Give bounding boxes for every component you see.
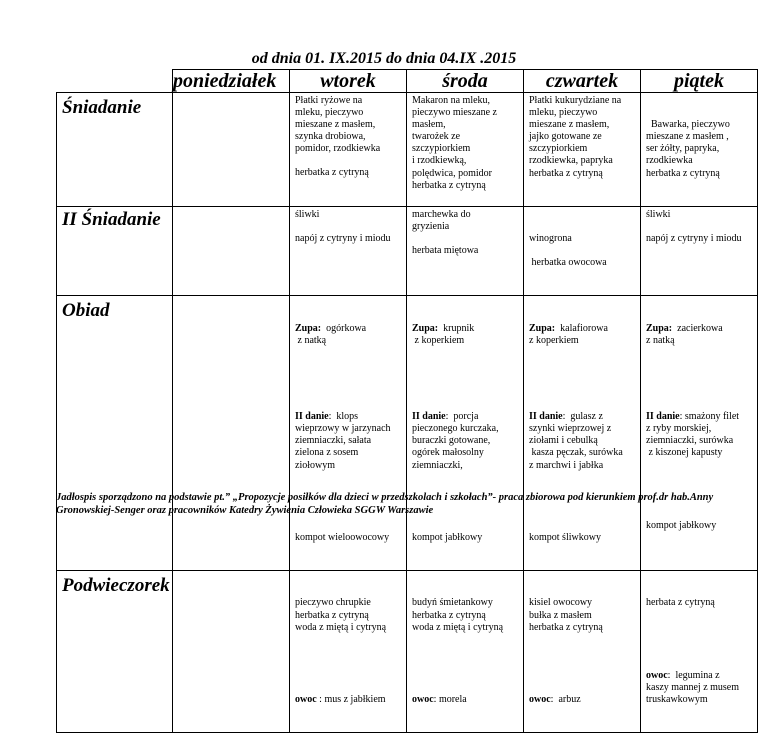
day-header-tuesday: wtorek [290,70,407,93]
second-breakfast-wednesday: marchewka do gryzienia herbata miętowa [407,206,524,296]
lunch-friday: Zupa: zacierkowa z natką II danie: smażony filet z ryby morskiej, ziemniaczki, surówka z kiszonej kapusty kompot jabłkowy [641,296,758,571]
day-header-friday: piątek [641,70,758,93]
meal-label-snack: Podwieczorek [57,571,173,733]
lunch-monday [173,296,290,571]
breakfast-monday [173,93,290,207]
meal-label-second-breakfast: II Śniadanie [57,206,173,296]
second-breakfast-row [57,206,758,296]
breakfast-thursday: Płatki kukurydziane na mleku, pieczywo mieszane z masłem, jajko gotowane ze szczypiorkiem rzodkiewka, papryka herbatka z cytryną [524,93,641,207]
meal-label-lunch: Obiad [57,296,173,571]
page-title: od dnia 01. IX.2015 do dnia 04.IX .2015 [251,50,517,67]
menu-table [56,69,758,733]
snack-tuesday: pieczywo chrupkie herbatka z cytryną woda z miętą i cytryną owoc : mus z jabłkiem [290,571,407,733]
day-header-wednesday: środa [407,70,524,93]
breakfast-wednesday: Makaron na mleku, pieczywo mieszane z masłem, twarożek ze szczypiorkiem i rzodkiewką, polędwica, pomidor herbatka z cytryną [407,93,524,207]
footer-note: Jadłospis sporządzono na podstawie pt.” „Propozycje posiłków dla dzieci w przedszkolach i szkołach”- praca zbiorowa pod kierunkiem prof.dr hab.Anny Gronowskiej-Senger oraz pracowników Katedry Żywienia Człowieka SGGW Warszawie [56,492,714,516]
snack-monday [173,571,290,733]
lunch-wednesday: Zupa: krupnik z koperkiem II danie: porcja pieczonego kurczaka, buraczki gotowane, ogórek małosolny ziemniaczki, kompot jabłkowy [407,296,524,571]
day-header-thursday: czwartek [524,70,641,93]
second-breakfast-monday [173,206,290,296]
snack-friday: herbata z cytryną owoc: legumina z kaszy mannej z musem truskawkowym [641,571,758,733]
breakfast-tuesday: Płatki ryżowe na mleku, pieczywo mieszane z masłem, szynka drobiowa, pomidor, rzodkiewka herbatka z cytryną [290,93,407,207]
corner-cell [57,70,173,93]
breakfast-friday: Bawarka, pieczywo mieszane z masłem , ser żółty, papryka, rzodkiewka herbatka z cytryną [641,93,758,207]
header-row [57,70,758,93]
snack-row [57,571,758,733]
breakfast-row [57,93,758,207]
second-breakfast-friday: śliwki napój z cytryny i miodu [641,206,758,296]
lunch-row [57,296,758,571]
second-breakfast-thursday: winogrona herbatka owocowa [524,206,641,296]
lunch-tuesday: Zupa: ogórkowa z natką II danie: klops wieprzowy w jarzynach ziemniaczki, sałata zielona z sosem ziołowym kompot wieloowocowy [290,296,407,571]
meal-label-breakfast: Śniadanie [57,93,173,207]
lunch-thursday: Zupa: kalafiorowa z koperkiem II danie: gulasz z szynki wieprzowej z ziołami i cebulką kasza pęczak, surówka z marchwi i jabłka kompot śliwkowy [524,296,641,571]
snack-wednesday: budyń śmietankowy herbatka z cytryną woda z miętą i cytryną owoc: morela [407,571,524,733]
second-breakfast-tuesday: śliwki napój z cytryny i miodu [290,206,407,296]
snack-thursday: kisiel owocowy bułka z masłem herbatka z cytryną owoc: arbuz [524,571,641,733]
day-header-monday: poniedziałek [173,70,290,93]
